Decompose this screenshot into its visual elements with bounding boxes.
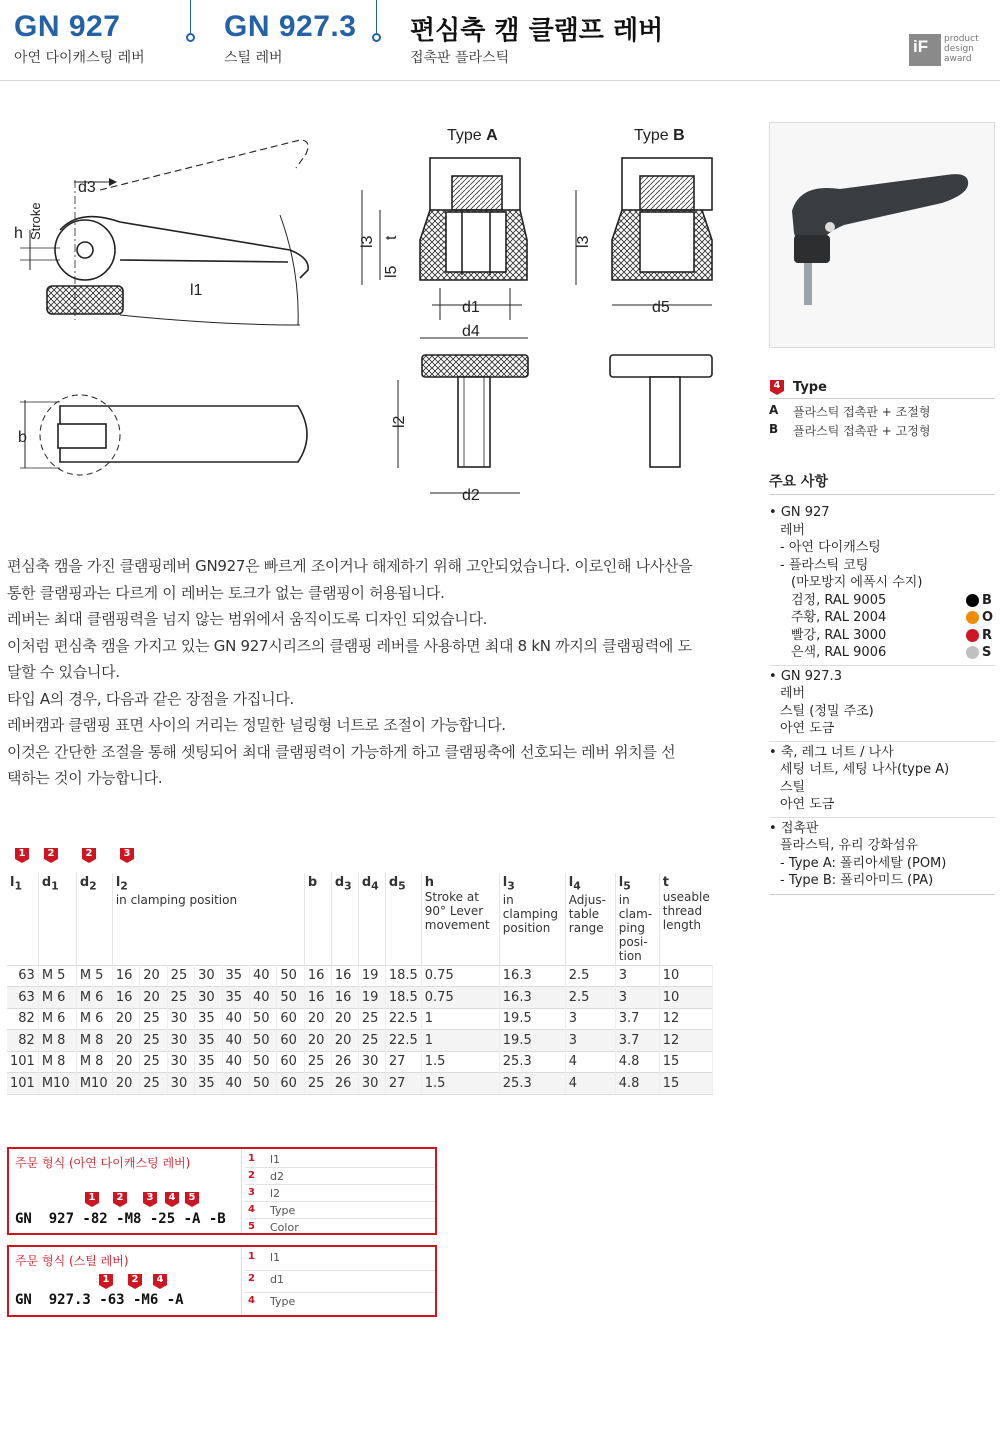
table-cell: 82 <box>7 1008 38 1030</box>
color-orange: 주황, RAL 2004 O <box>791 610 994 625</box>
table-cell: 15 <box>659 1051 712 1073</box>
svg-text:b: b <box>18 429 27 446</box>
product-code-gn9273: GN 927.3 <box>224 10 357 43</box>
table-cell: 40 <box>222 1051 249 1073</box>
table-row <box>7 965 713 987</box>
page-subtitle: 접촉판 플라스틱 <box>410 50 510 66</box>
table-cell: M 8 <box>38 1051 76 1073</box>
table-cell: M 8 <box>38 1030 76 1052</box>
table-cell: 50 <box>277 987 304 1009</box>
svg-text:l2: l2 <box>391 415 408 428</box>
table-cell: 25 <box>167 965 194 987</box>
table-cell: 25 <box>358 1030 385 1052</box>
table-cell: 26 <box>331 1051 358 1073</box>
table-cell: 20 <box>331 1008 358 1030</box>
table-row <box>7 1051 713 1073</box>
table-cell: 40 <box>222 1008 249 1030</box>
col-badge-1: 1 <box>14 847 30 864</box>
col-badge-2: 2 <box>43 847 59 864</box>
table-cell: 4 <box>565 1051 615 1073</box>
color-dot-silver <box>966 646 979 659</box>
if-award-logo: iF <box>909 34 941 66</box>
header-divider-dot <box>186 33 195 42</box>
order-code-steel: GN 927.3 -63 -M6 -A <box>15 1292 184 1308</box>
table-cell: 25 <box>167 987 194 1009</box>
svg-text:h: h <box>14 225 23 242</box>
table-cell: 20 <box>304 1008 331 1030</box>
table-cell: 1 <box>421 1008 499 1030</box>
product-sub-gn9273: 스틸 레버 <box>224 50 283 66</box>
table-cell: 3.7 <box>615 1030 659 1052</box>
table-cell: 30 <box>167 1008 194 1030</box>
table-cell: 30 <box>167 1051 194 1073</box>
table-cell: 50 <box>249 1008 276 1030</box>
table-cell: 0.75 <box>421 987 499 1009</box>
table-cell: 50 <box>277 965 304 987</box>
table-cell: 20 <box>140 987 167 1009</box>
table-cell: 19.5 <box>499 1008 565 1030</box>
table-cell: 18.5 <box>385 965 421 987</box>
table-cell: M10 <box>38 1073 76 1095</box>
svg-text:t: t <box>383 235 400 240</box>
table-cell: 25.3 <box>499 1073 565 1095</box>
type-heading: Type <box>793 380 827 395</box>
table-cell: 27 <box>385 1051 421 1073</box>
table-cell: 1 <box>421 1030 499 1052</box>
table-cell: 30 <box>358 1073 385 1095</box>
table-cell: 3 <box>615 987 659 1009</box>
type-b-text: 플라스틱 접촉판 + 고정형 <box>793 424 931 438</box>
color-silver: 은색, RAL 9006 S <box>791 645 992 660</box>
if-award-text: product design award <box>944 34 979 64</box>
svg-text:l3: l3 <box>359 235 376 248</box>
svg-text:d1: d1 <box>462 299 480 316</box>
table-cell: 50 <box>249 1073 276 1095</box>
technical-drawings <box>0 110 740 510</box>
svg-text:Stroke: Stroke <box>28 202 43 240</box>
table-cell: 35 <box>222 965 249 987</box>
table-cell: 4.8 <box>615 1051 659 1073</box>
table-cell: M 6 <box>38 1008 76 1030</box>
color-dot-red <box>966 629 979 642</box>
table-cell: 25 <box>140 1073 167 1095</box>
table-cell: 60 <box>277 1030 304 1052</box>
table-cell: 82 <box>7 1030 38 1052</box>
svg-text:d3: d3 <box>78 179 96 196</box>
table-cell: 3 <box>565 1008 615 1030</box>
table-cell: 15 <box>659 1073 712 1095</box>
type-a-text: 플라스틱 접촉판 + 조절형 <box>793 405 931 419</box>
table-cell: 35 <box>195 1051 222 1073</box>
description: 편심축 캠을 가진 클램핑레버 GN927은 빠르게 조이거나 해제하기 위해 고안되었습니다. 이로인해 나사산을 통한 클램핑과는 다르게 이 레버는 토크가 없는 클램핑이 허용됩니다. 레버는 최대 클램핑력을 넘지 않는 범위에서 움직이도록 디자인 되었습니다. 이처럼 편심축 캠을 가지고 있는 GN 927시리즈의 클램핑 레버를 사용하면 최대 8 kN 까지의 클램핑력에 도 달할 수 있습니다. 타입 A의 경우, 다음과 같은 장점을 가집니다. 레버캠과 클램핑 표면 사이의 거리는 정밀한 널링형 너트로 조절이 가능합니다. 이것은 간단한 조절을 통해 셋팅되어 최대 클램핑력이 가능하게 하고 클램핑축에 선호되는 레버 위치를 선 택하는 것이 가능합니다. <box>7 557 693 787</box>
table-cell: M 8 <box>76 1030 112 1052</box>
table-cell: 16.3 <box>499 965 565 987</box>
type-badge: 4 <box>769 379 785 396</box>
table-cell: 63 <box>7 965 38 987</box>
header-divider-dot <box>372 33 381 42</box>
svg-text:l5: l5 <box>383 265 400 278</box>
table-cell: 30 <box>195 987 222 1009</box>
svg-text:d4: d4 <box>462 323 480 340</box>
table-cell: 40 <box>249 965 276 987</box>
table-cell: 12 <box>659 1030 712 1052</box>
table-cell: 25 <box>140 1008 167 1030</box>
svg-text:d2: d2 <box>462 487 480 504</box>
table-cell: 101 <box>7 1051 38 1073</box>
table-cell: 35 <box>222 987 249 1009</box>
table-cell: 4.8 <box>615 1073 659 1095</box>
table-cell: 22.5 <box>385 1030 421 1052</box>
table-cell: 30 <box>358 1051 385 1073</box>
table-row <box>7 1030 713 1052</box>
table-cell: 35 <box>195 1073 222 1095</box>
svg-text:d5: d5 <box>652 299 670 316</box>
notes-list: • GN 927 레버 - 아연 다이캐스팅 - 플라스틱 코팅 (마모방지 에폭시 수지) 검정, RAL 9005 B 주황, RAL 2004 O 빨강, RAL 3000 R 은색, RAL 9006 S • GN 927.3 레버 스틸 (정밀 주조) 아연 도금 • 축, 레그 너트 / 나사 세팅 너트, 세팅 나사(type A) 스틸 아연 도금 • 접촉판 플라스틱, 유리 강화섬유 - Type A: 폴리아세탈 (POM) - Type B: 폴리아미드 (PA) <box>769 504 995 895</box>
table-cell: 20 <box>112 1051 139 1073</box>
table-cell: 16 <box>304 987 331 1009</box>
table-cell: 10 <box>659 987 712 1009</box>
header-divider <box>190 0 191 36</box>
page-title: 편심축 캠 클램프 레버 <box>410 16 664 46</box>
svg-text:l3: l3 <box>575 235 592 248</box>
table-cell: 10 <box>659 965 712 987</box>
col-badge-3: 3 <box>119 847 135 864</box>
table-cell: 1.5 <box>421 1073 499 1095</box>
table-cell: 26 <box>331 1073 358 1095</box>
table-cell: 22.5 <box>385 1008 421 1030</box>
table-cell: 25.3 <box>499 1051 565 1073</box>
table-cell: 30 <box>167 1030 194 1052</box>
table-cell: M 6 <box>38 987 76 1009</box>
table-cell: 40 <box>222 1030 249 1052</box>
table-cell: M 5 <box>38 965 76 987</box>
table-cell: 27 <box>385 1073 421 1095</box>
table-cell: M 8 <box>76 1051 112 1073</box>
table-cell: 16 <box>331 987 358 1009</box>
product-sub-gn927: 아연 다이캐스팅 레버 <box>14 50 145 66</box>
table-cell: 25 <box>304 1051 331 1073</box>
table-cell: 20 <box>112 1073 139 1095</box>
header-divider <box>376 0 377 36</box>
table-cell: 60 <box>277 1051 304 1073</box>
table-cell: 25 <box>358 1008 385 1030</box>
table-row <box>7 987 713 1009</box>
table-cell: 25 <box>140 1051 167 1073</box>
product-photo <box>769 122 995 348</box>
table-cell: 60 <box>277 1008 304 1030</box>
table-cell: M 5 <box>76 965 112 987</box>
table-cell: 20 <box>331 1030 358 1052</box>
table-cell: 16.3 <box>499 987 565 1009</box>
table-cell: 20 <box>304 1030 331 1052</box>
order-code-zinc: GN 927 -82 -M8 -25 -A -B <box>15 1211 226 1227</box>
table-cell: 50 <box>249 1030 276 1052</box>
color-black: 검정, RAL 9005 B <box>791 592 992 608</box>
table-cell: 2.5 <box>565 987 615 1009</box>
color-red: 빨강, RAL 3000 R <box>791 627 993 643</box>
table-cell: 50 <box>249 1051 276 1073</box>
table-cell: 19 <box>358 987 385 1009</box>
table-cell: 20 <box>112 1030 139 1052</box>
table-cell: 35 <box>195 1030 222 1052</box>
table-cell: 101 <box>7 1073 38 1095</box>
svg-text:Type A: Type A <box>447 127 498 144</box>
table-cell: 16 <box>112 965 139 987</box>
spec-table: $l_1$ $d_1$ $d_2$ $l_2$ in clamping position b $d_3$ $d_4$ $d_5$ h Stroke at 90° Lever movement $l_3$ in clamping position $l_4$ Adjus- table range $l_5$ in clam- ping posi- tion t useable thread length 63 M 5 M 5 16 20 25 30 35 40 50 16 16 19 18.5 0.75 16.3 2.5 3 10 63 M 6 M 6 16 20 25 30 35 40 50 16 16 19 18.5 0.75 16.3 2.5 3 10 82 M 6 M 6 20 25 30 35 40 50 60 20 20 25 22.5 1 19.5 3 3.7 12 82 M 8 M 8 20 25 30 35 40 50 60 20 20 25 22.5 1 19.5 3 3.7 12 101 M 8 M 8 20 25 30 35 40 50 60 25 26 30 27 1.5 25.3 4 4.8 15 101 M10 M10 20 25 30 35 40 50 60 25 26 30 27 1.5 25.3 4 4.8 15 <box>7 873 713 1095</box>
table-cell: 1.5 <box>421 1051 499 1073</box>
table-cell: M 6 <box>76 1008 112 1030</box>
table-cell: 30 <box>195 965 222 987</box>
table-cell: 20 <box>112 1008 139 1030</box>
type-b-key: B <box>769 422 779 436</box>
order-example-zinc: 주문 형식 (아연 다이캐스팅 레버) 1 2 3 4 5 GN 927 -82 -M8 -25 -A -B 1 l1 2 d2 3 l2 4 Type 5 Color <box>7 1147 437 1235</box>
table-cell: 19.5 <box>499 1030 565 1052</box>
svg-text:Type B: Type B <box>634 127 685 144</box>
color-dot-orange <box>966 611 979 624</box>
table-cell: 20 <box>140 965 167 987</box>
table-cell: M 6 <box>76 987 112 1009</box>
table-cell: 60 <box>277 1073 304 1095</box>
table-cell: 18.5 <box>385 987 421 1009</box>
table-cell: 16 <box>331 965 358 987</box>
table-cell: 0.75 <box>421 965 499 987</box>
type-a-key: A <box>769 403 779 417</box>
table-cell: 3 <box>565 1030 615 1052</box>
table-cell: 35 <box>195 1008 222 1030</box>
col-badge-2b: 2 <box>81 847 97 864</box>
table-cell: 16 <box>112 987 139 1009</box>
table-cell: 16 <box>304 965 331 987</box>
table-cell: 40 <box>222 1073 249 1095</box>
table-cell: 3 <box>615 965 659 987</box>
table-cell: M10 <box>76 1073 112 1095</box>
color-dot-black <box>966 594 979 607</box>
table-cell: 30 <box>167 1073 194 1095</box>
table-cell: 63 <box>7 987 38 1009</box>
notes-heading: 주요 사항 <box>769 474 828 490</box>
table-cell: 25 <box>304 1073 331 1095</box>
table-cell: 25 <box>140 1030 167 1052</box>
table-cell: 12 <box>659 1008 712 1030</box>
order-example-steel: 주문 형식 (스틸 레버) 1 2 4 GN 927.3 -63 -M6 -A 1 l1 2 d1 4 Type <box>7 1245 437 1317</box>
table-cell: 2.5 <box>565 965 615 987</box>
product-code-gn927: GN 927 <box>14 10 121 43</box>
table-row <box>7 1073 713 1095</box>
table-cell: 3.7 <box>615 1008 659 1030</box>
lever-photo-image <box>770 123 994 347</box>
table-cell: 40 <box>249 987 276 1009</box>
table-cell: 19 <box>358 965 385 987</box>
svg-text:l1: l1 <box>190 282 203 299</box>
table-row <box>7 1008 713 1030</box>
table-cell: 4 <box>565 1073 615 1095</box>
